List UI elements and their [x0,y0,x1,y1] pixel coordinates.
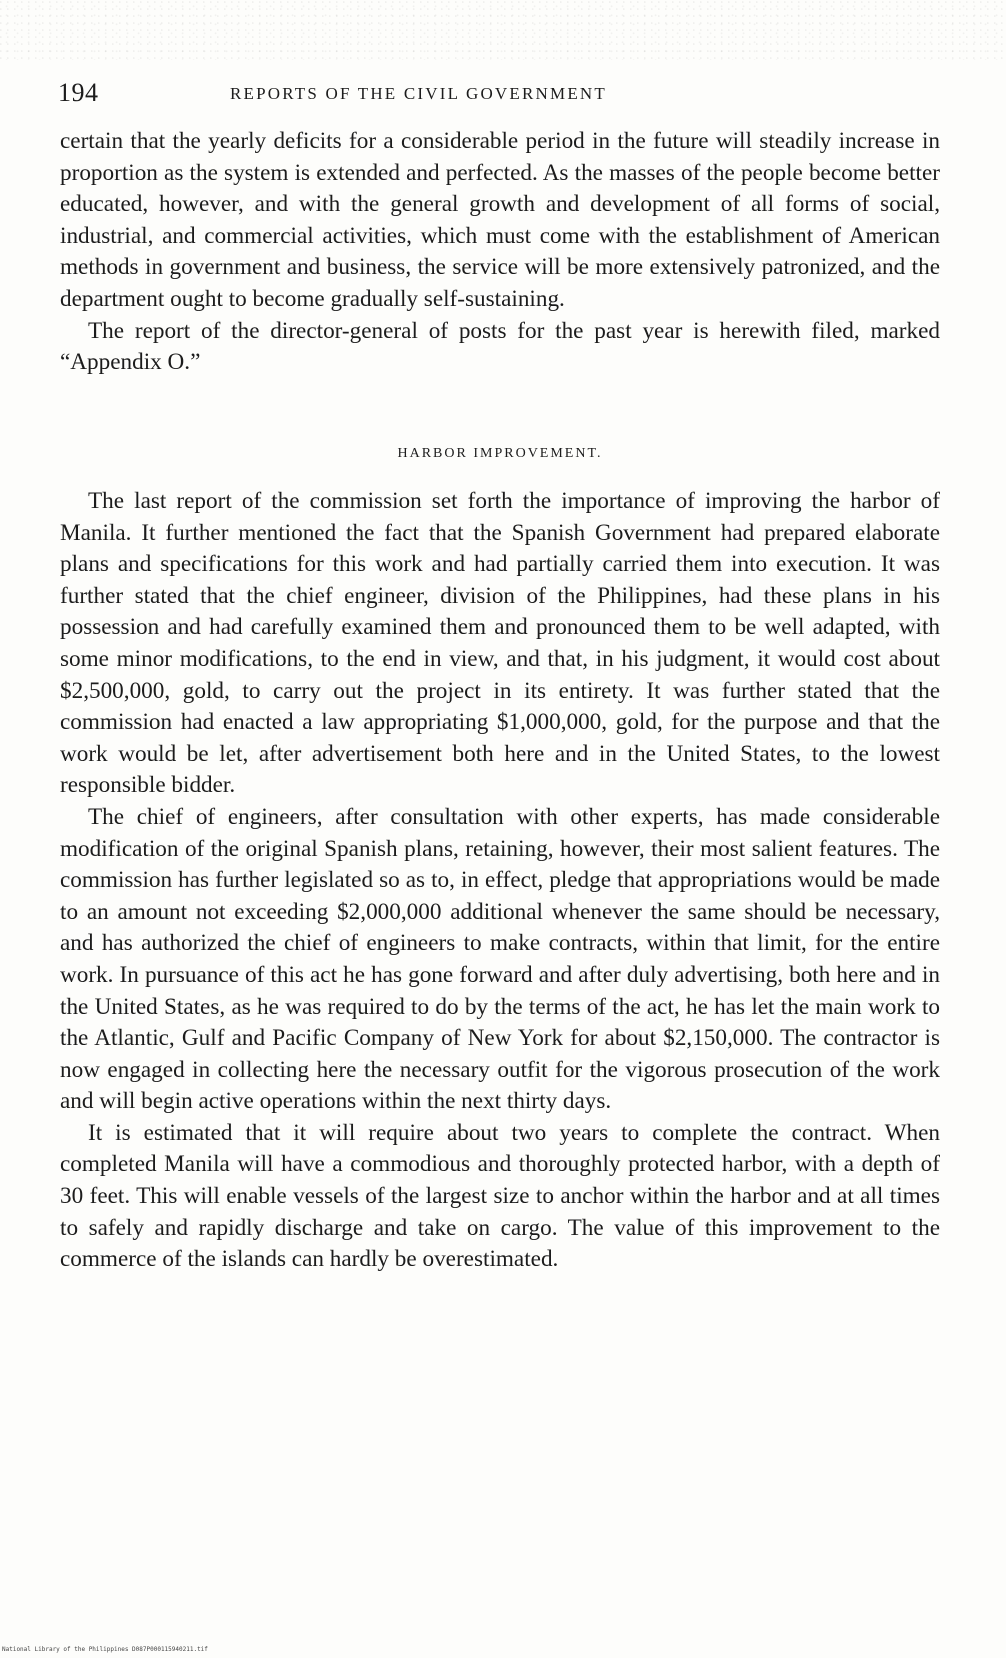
section-heading: HARBOR IMPROVEMENT. [397,446,603,461]
top-text-block [60,126,940,379]
running-head [58,78,948,108]
paragraph-harbor-report: The last report of the commission set forth the importance of improving the harbor of Manila. It further mentioned the fact that the Spanish Government had prepared elaborate plans and specifications for this work and had partially carried them into execution. It was further stated that the chief engineer, division of the Philippines, had these plans in his possession and had carefully examined them and pronounced them to be well adapted, with some minor modifications, to the end in view, and that, in his judgment, it would cost about $2,500,000, gold, to carry out the project in its entirety. It was further stated that the commission had enacted a law appropriating $1,000,000, gold, for the purpose and that the work would be let, after advertisement both here and in the United States, to the lowest responsible bidder. [60,488,940,799]
scan-speckle [0,0,1006,60]
scan-source-footer: National Library of the Philippines D087P000115940211.tif [2,1646,208,1653]
paragraph-continued: certain that the yearly deficits for a considerable period in the future will steadily increase in proportion as the system is extended and perfected. As the masses of the people become better educated, however, and with the general growth and development of all forms of social, industrial, and commercial activities, which must come with the establishment of American methods in government and business, the service will be more extensively patronized, and the department ought to become gradually self-sustaining. [60,128,940,312]
section-text-block [60,486,940,1276]
paragraph-appendix-note: The report of the director-general of posts for the past year is herewith filed, marked “Appendix O.” [60,317,940,376]
paragraph-estimate: It is estimated that it will require about two years to complete the contract. When completed Manila will have a commodious and thoroughly protected harbor, with a depth of 30 feet. This will enable vessels of the largest size to anchor within the harbor and at all times to safely and rapidly discharge and take on cargo. The value of this improvement to the commerce of the islands can hardly be overestimated. [60,1119,940,1273]
page-number: 194 [58,78,99,107]
running-title: REPORTS OF THE CIVIL GOVERNMENT [230,84,607,103]
paragraph-chief-engineers: The chief of engineers, after consultation with other experts, has made considerable modification of the original Spanish plans, retaining, however, their most salient features. The commission has further legislated so as to, in effect, pledge that appropriations would be made to an amount not exceeding $2,000,000 additional whenever the same should be necessary, and has authorized the chief of engineers to make contracts, within that limit, for the entire work. In pursuance of this act he has gone forward and after duly advertising, both here and in the United States, as he was required to do by the terms of the act, he has let the main work to the Atlantic, Gulf and Pacific Company of New York for about $2,150,000. The contractor is now engaged in collecting here the necessary outfit for the vigorous prosecution of the work and will begin active operations within the next thirty days. [60,803,940,1115]
